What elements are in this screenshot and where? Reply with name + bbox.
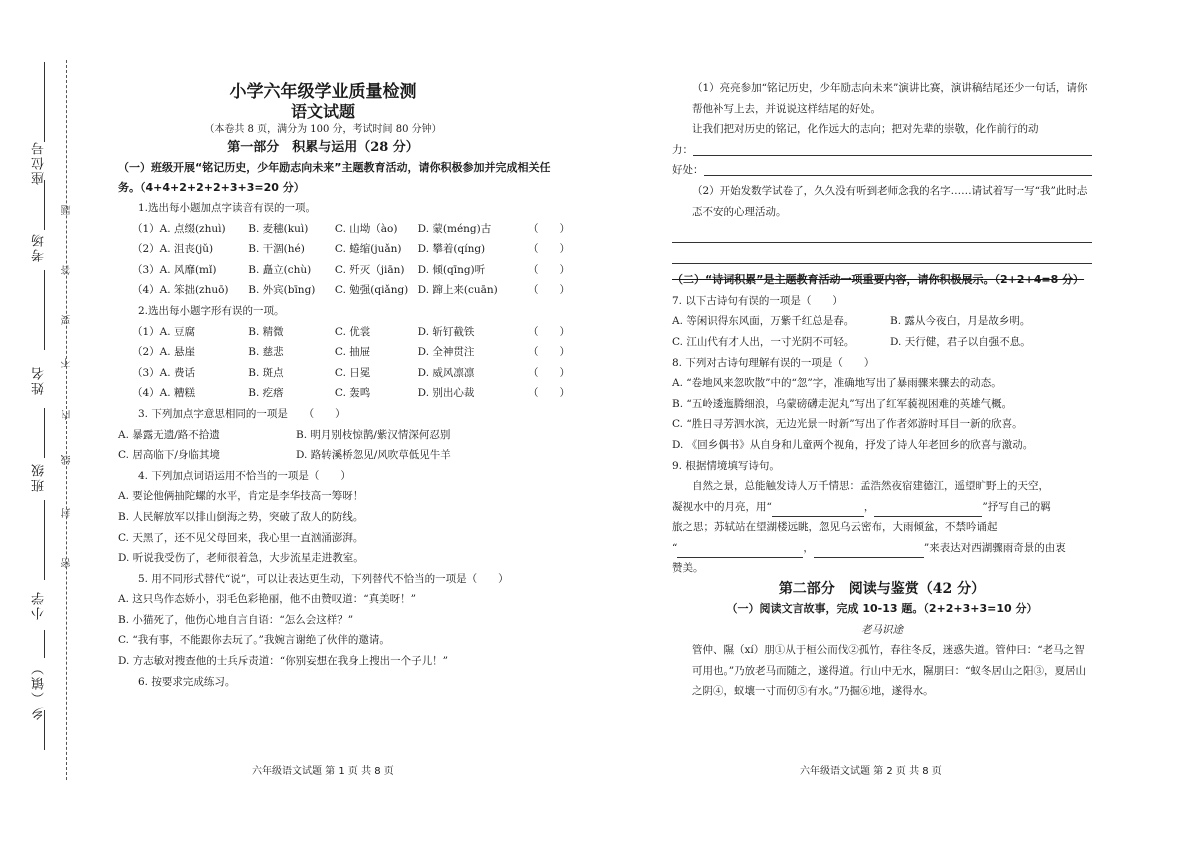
section-3-intro: （一）阅读文言故事，完成 10-13 题。（2+2+3+3=10 分） xyxy=(726,602,1038,616)
option: D. 攀着(qíng) xyxy=(417,243,486,256)
option: B. 人民解放军以排山倒海之势，突破了敌人的防线。 xyxy=(118,510,364,523)
poem-blank[interactable] xyxy=(677,544,803,558)
answer-label: 力： xyxy=(672,143,693,156)
option: B. 明月别枝惊鹊/紫汉情深何忍别 xyxy=(296,428,451,441)
answer-paren[interactable]: （ ） xyxy=(528,284,570,297)
option: （4）A. 笨拙(zhuō) xyxy=(132,284,229,297)
option: C. 优裳 xyxy=(334,325,371,338)
q1-row xyxy=(118,260,570,281)
option: D. 全神贯注 xyxy=(417,346,475,359)
option: B. 小猫死了，他伤心地自言自语：“怎么会这样？” xyxy=(118,613,354,626)
option: C. 江山代有才人出，一寸光阴不可轻。 xyxy=(672,335,855,348)
answer-paren[interactable]: （ ） xyxy=(528,366,570,379)
option: C. 天黑了，还不见父母回来，我心里一直汹涌澎湃。 xyxy=(118,531,364,544)
page-2 xyxy=(672,78,1092,702)
seal-dashed-line xyxy=(66,60,67,780)
question-6-1: （1）亮亮参加“铭记历史，少年励志向未来”演讲比赛，演讲稿结尾还少一句话，请你帮他补写上去，并说说这样结尾的好处。 xyxy=(692,82,1088,115)
answer-line xyxy=(44,630,45,658)
poem-blank[interactable] xyxy=(874,503,982,517)
binding-margin xyxy=(0,0,80,849)
answer-blank[interactable] xyxy=(693,140,1092,156)
q7-row xyxy=(672,311,1092,332)
answer-paren[interactable]: （ ） xyxy=(528,387,570,400)
option: （2）A. 沮丧(jǔ) xyxy=(132,243,214,256)
seat-number-label: 座位号 xyxy=(32,140,47,185)
q9-fill-row: “ ， ”来表达对西湖骤雨奇景的由衷 xyxy=(672,538,1092,559)
answer-line xyxy=(44,710,45,750)
option: C. 蜷缩(juǎn) xyxy=(334,243,402,256)
answer-paren[interactable]: （ ） xyxy=(528,222,570,235)
answer-paren[interactable]: （ ） xyxy=(528,346,570,359)
answer-paren[interactable]: （ ） xyxy=(528,263,570,276)
option: A. 这只鸟作态娇小，羽毛色彩艳丽，他不由赞叹道：“真美呀！” xyxy=(118,593,416,606)
story-title: 老马识途 xyxy=(861,623,903,636)
part-1-heading: 第一部分 积累与运用（28 分） xyxy=(227,140,419,155)
option: （4）A. 糟糕 xyxy=(132,387,195,400)
answer-label: 好处： xyxy=(672,164,704,177)
town-label: 乡（镇） xyxy=(32,660,47,720)
seal-char: 封 xyxy=(62,508,73,518)
seal-char: 不 xyxy=(62,358,73,368)
exam-title: 小学六年级学业质量检测 xyxy=(229,82,417,102)
seal-char: 要 xyxy=(62,315,73,325)
q9-text: 旅之思；苏轼站在望湖楼远眺，忽见乌云密布，大雨倾盆，不禁吟诵起 xyxy=(672,521,998,534)
option: （1）A. 点缀(zhuì) xyxy=(132,222,226,235)
answer-blank[interactable] xyxy=(672,222,1092,243)
question-2: 2.选出每小题字形有误的一项。 xyxy=(138,304,285,317)
q3-row xyxy=(118,425,558,446)
option: A. 等闲识得东风面，万紫千红总是春。 xyxy=(672,315,855,328)
option: （3）A. 风靡(mǐ) xyxy=(132,263,217,276)
class-label: 班级 xyxy=(32,462,47,492)
option: B. 干涸(hé) xyxy=(248,243,305,256)
question-5: 5. 用不同形式替代“说”，可以让表达更生动，下列替代不恰当的一项是（ ） xyxy=(138,572,509,585)
option: B. 麦穗(kuì) xyxy=(248,222,309,235)
option: C. 抽屉 xyxy=(334,346,371,359)
seal-char: 答 xyxy=(62,265,73,275)
q3-row xyxy=(118,445,558,466)
q9-fill-row: 凝视水中的月亮，用“ ， ”抒写自己的羁 xyxy=(672,497,1092,518)
school-label: 小学 xyxy=(32,590,47,620)
option: C. 勉强(qiǎng) xyxy=(334,284,409,297)
q1-row xyxy=(118,219,570,240)
question-7: 7. 以下古诗句有误的一项是（ ） xyxy=(672,294,843,307)
seal-char: 密 xyxy=(62,558,73,568)
option: C. “胜日寻芳泗水滨，无边光景一时新”写出了作者郊游时耳目一新的欣喜。 xyxy=(672,418,1023,431)
option: （2）A. 悬崖 xyxy=(132,346,195,359)
answer-line xyxy=(44,180,45,230)
page-footer: 六年级语文试题 第 2 页 共 8 页 xyxy=(800,766,942,777)
q9-text: 赞美。 xyxy=(672,562,704,575)
seal-char: 线 xyxy=(62,455,73,465)
q7-row xyxy=(672,332,1092,353)
option: C. 山坳（ào) xyxy=(334,222,398,235)
seal-char: 题 xyxy=(62,205,73,215)
q2-row xyxy=(118,322,570,343)
option: D. 威风凛凛 xyxy=(417,366,475,379)
answer-line xyxy=(44,270,45,350)
question-6: 6. 按要求完成练习。 xyxy=(138,675,236,688)
answer-line xyxy=(44,62,45,142)
option: （3）A. 费话 xyxy=(132,366,195,379)
answer-blank[interactable] xyxy=(704,160,1093,176)
q2-row xyxy=(118,342,570,363)
question-3: 3. 下列加点字意思相同的一项是 （ ） xyxy=(138,407,346,420)
option: D. 方志敏对搜查他的士兵斥责道：“你别妄想在我身上搜出一个子儿！” xyxy=(118,655,448,668)
page-footer: 六年级语文试题 第 1 页 共 8 页 xyxy=(252,766,394,777)
exam-room-label: 考场 xyxy=(32,232,47,262)
option: D. 别出心裁 xyxy=(417,387,475,400)
option: A. 要论他俩抽陀螺的水平，肯定是李华技高一筹呀！ xyxy=(118,490,364,503)
part-2-heading: 第二部分 阅读与鉴赏（42 分） xyxy=(778,581,986,598)
option: B. 慈悲 xyxy=(248,346,284,359)
name-label: 姓名 xyxy=(32,365,47,395)
option: B. 斑点 xyxy=(248,366,284,379)
question-9: 9. 根据情境填写诗句。 xyxy=(672,459,780,472)
option: （1）A. 豆腐 xyxy=(132,325,195,338)
option: B. 外宾(bīng) xyxy=(248,284,316,297)
option: A. 暴露无遗/路不拾遗 xyxy=(118,428,220,441)
page-1 xyxy=(118,82,570,692)
question-6-2: （2）开始发数学试卷了，久久没有听到老师念我的名字……请试着写一写“我”此时忐忑不安的心理活动。 xyxy=(692,184,1088,218)
q2-row xyxy=(118,363,570,384)
option: B. 矗立(chù) xyxy=(248,263,312,276)
answer-paren[interactable]: （ ） xyxy=(528,325,570,338)
option: D. 《回乡偶书》从自身和儿童两个视角，抒发了诗人年老回乡的欣喜与激动。 xyxy=(672,438,1034,451)
q6-1-reason-row xyxy=(672,160,1092,181)
option: A. “卷地风来忽吹散”中的“忽”字，准确地写出了暴雨骤来骤去的动态。 xyxy=(672,377,1002,390)
option: D. 路转溪桥忽见/风吹草低见牛羊 xyxy=(296,449,451,462)
option: B. “五岭逶迤腾细浪，乌蒙磅礴走泥丸”写出了红军藐视困难的英雄气概。 xyxy=(672,397,1013,410)
option: D. 蹿上来(cuān) xyxy=(417,284,498,297)
option: D. 倾(qīng)听 xyxy=(417,263,486,276)
answer-blank[interactable] xyxy=(672,243,1092,264)
option: B. 露从今夜白，月是故乡明。 xyxy=(890,315,1031,328)
section-1-intro: （一）班级开展“铭记历史，少年励志向未来”主题教育活动，请你积极参加并完成相关任务。（4+4+2+2+2+3+3=20 分） xyxy=(118,161,551,194)
question-8: 8. 下列对古诗句理解有误的一项是（ ） xyxy=(672,356,875,369)
option: D. 蒙(méng)古 xyxy=(417,222,492,235)
q9-text: 自然之景，总能触发诗人万千情思：孟浩然夜宿建德江，遥望旷野上的天空， xyxy=(692,480,1049,493)
answer-line xyxy=(44,408,45,458)
option: C. “我有事，不能跟你去玩了。”我婉言谢绝了伙伴的邀请。 xyxy=(118,634,390,647)
q1-row xyxy=(118,239,570,260)
option: C. 轰鸣 xyxy=(334,387,371,400)
option: C. 居高临下/身临其境 xyxy=(118,449,220,462)
exam-subtitle: 语文试题 xyxy=(290,102,355,121)
option: B. 精微 xyxy=(248,325,284,338)
story-text: 管仲、隰（xí）朋①从于桓公而伐②孤竹，春往冬反，迷惑失道。管仲曰：“老马之智可用也。”乃放老马而随之，遂得道。行山中无水，隰朋曰：“蚁冬居山之阳③，夏居山之阴④，蚁壤一寸而仞⑤有水。”乃掘⑥地，遂得水。 xyxy=(692,644,1086,698)
q1-row xyxy=(118,280,570,301)
question-4: 4. 下列加点词语运用不恰当的一项是（ ） xyxy=(138,469,351,482)
q2-row xyxy=(118,383,570,404)
option: D. 听说我受伤了，老师很着急，大步流星走进教室。 xyxy=(118,552,364,565)
option: D. 斩钉截铁 xyxy=(417,325,475,338)
seal-char: 内 xyxy=(62,410,73,420)
option: C. 歼灭（jiān) xyxy=(334,263,405,276)
q6-1-answer-row xyxy=(672,140,1092,161)
answer-line xyxy=(44,500,45,580)
answer-paren[interactable]: （ ） xyxy=(528,243,570,256)
section-2-intro: （二）“诗词积累”是主题教育活动一项重要内容，请你积极展示。（2+2+4=8 分） xyxy=(672,273,1085,287)
option: C. 日冕 xyxy=(334,366,371,379)
question-1: 1.选出每小题加点字读音有误的一项。 xyxy=(138,202,317,214)
exam-note: （本卷共 8 页，满分为 100 分，考试时间 80 分钟） xyxy=(204,124,442,135)
q6-1-prompt: 让我们把对历史的铭记，化作远大的志向；把对先辈的崇敬，化作前行的动 xyxy=(692,123,1039,136)
poem-blank[interactable] xyxy=(814,544,924,558)
poem-blank[interactable] xyxy=(772,503,864,517)
option: B. 疙瘩 xyxy=(248,387,284,400)
option: D. 天行健，君子以自强不息。 xyxy=(890,335,1031,348)
